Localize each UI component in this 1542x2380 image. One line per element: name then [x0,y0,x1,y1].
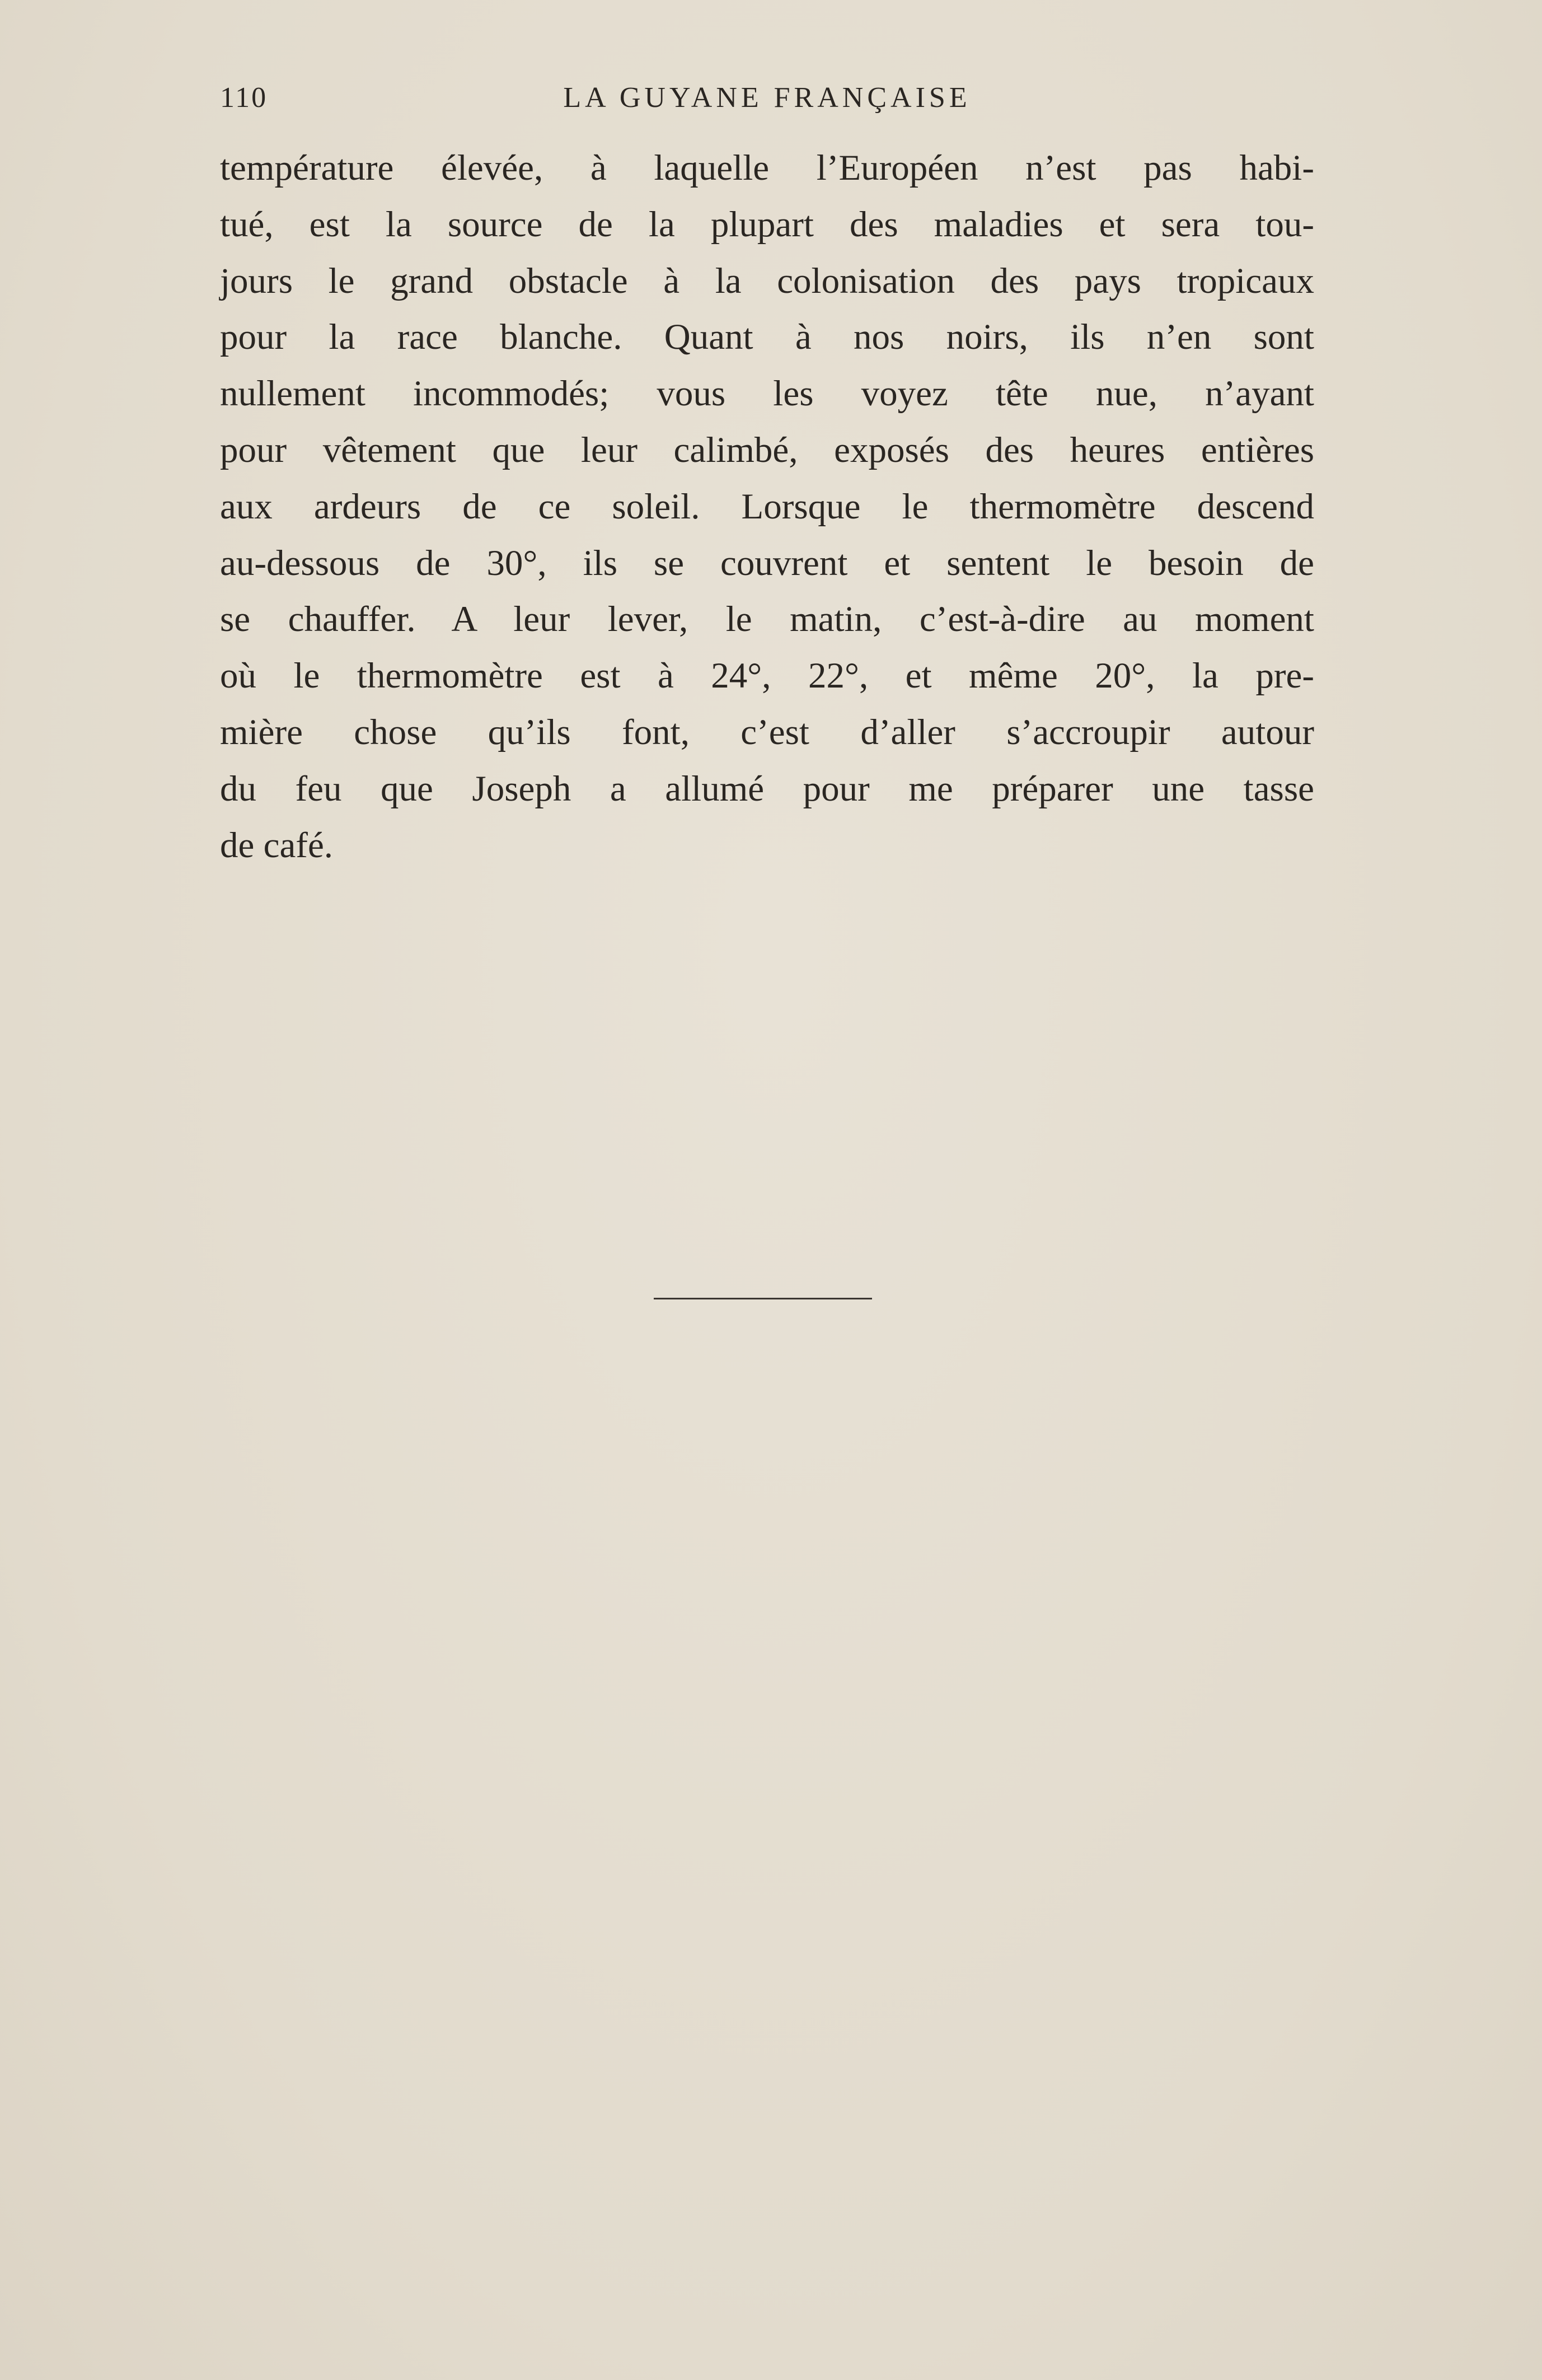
text-line: nullement incommodés; vous les voyez tête nue, n’ayant [220,373,1314,414]
text-line-last: de café. [220,825,334,866]
text-line: au-dessous de 30°, ils se couvrent et sentent le besoin de [220,543,1314,583]
text-line: pour vêtement que leur calimbé, exposés des heures entières [220,429,1314,470]
section-end-rule [654,1298,872,1299]
text-line: tué, est la source de la plupart des maladies et sera tou- [220,204,1314,245]
text-line: jours le grand obstacle à la colonisation des pays tropicaux [220,260,1314,301]
text-line: du feu que Joseph a allumé pour me préparer une tasse [220,768,1314,809]
text-line: se chauffer. A leur lever, le matin, c’est-à-dire au moment [220,599,1314,640]
text-line: aux ardeurs de ce soleil. Lorsque le thermomètre descend [220,486,1314,527]
body-text [220,140,1314,873]
text-line: où le thermomètre est à 24°, 22°, et même 20°, la pre- [220,656,1314,696]
text-line: mière chose qu’ils font, c’est d’aller s’accroupir autour [220,712,1314,752]
running-title: LA GUYANE FRANÇAISE [563,82,971,114]
running-head [220,78,1314,118]
text-line: température élevée, à laquelle l’Européen n’est pas habi- [220,148,1314,188]
text-line: pour la race blanche. Quant à nos noirs, ils n’en sont [220,317,1314,358]
page-number: 110 [220,82,268,114]
